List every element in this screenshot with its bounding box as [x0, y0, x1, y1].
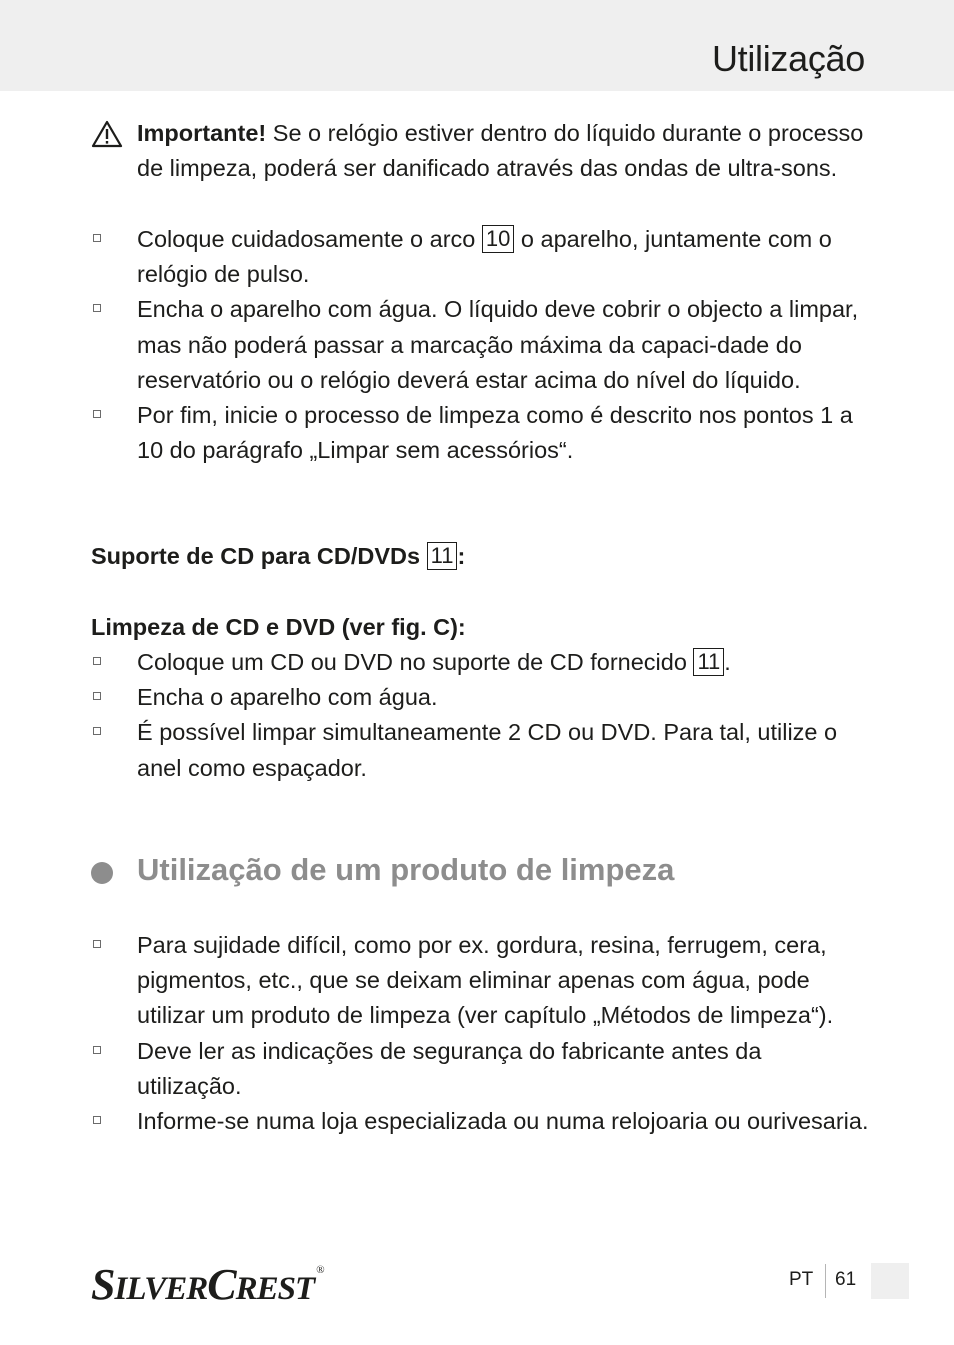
list-item: [91, 1034, 871, 1104]
list-item: [91, 398, 871, 468]
checkbox-bullet-icon: [93, 234, 101, 242]
cd-holder-heading: [91, 539, 871, 574]
warning-block: [91, 116, 871, 186]
list-item-text: .: [724, 649, 731, 675]
brand-logo: [91, 1259, 324, 1310]
warning-text: Se o relógio estiver dentro do líquido durante o processo de limpeza, poderá ser danificado através das ondas de ultra-sons.: [137, 120, 864, 182]
list-item: [91, 645, 871, 680]
list-item: [91, 715, 871, 785]
page-title: Utilização: [711, 38, 865, 79]
cd-holder-title-text: Suporte de CD para CD/DVDs: [91, 543, 427, 569]
trademark-symbol: ®: [316, 1264, 324, 1276]
list-item-text: Para sujidade difícil, como por ex. gordura, resina, ferrugem, cera, pigmentos, etc., que se deixam eliminar apenas com água, pode utilizar um produto de limpeza (ver capítulo „Métodos de limpeza“).: [137, 932, 834, 1029]
warning-triangle-icon: [91, 120, 123, 148]
list-item-text: Deve ler as indicações de segurança do fabricante antes da utilização.: [137, 1037, 762, 1099]
checkbox-bullet-icon: [93, 1046, 101, 1054]
steps-list: [91, 222, 871, 468]
list-item-text: É possível limpar simultaneamente 2 CD ou DVD. Para tal, utilize o anel como espaçador.: [137, 719, 838, 781]
list-item: [91, 222, 871, 292]
cd-holder-title: [91, 539, 871, 574]
list-item-text: Coloque cuidadosamente o arco: [137, 226, 482, 252]
cd-cleaning-section: [91, 610, 871, 786]
list-item: [91, 680, 871, 715]
checkbox-bullet-icon: [93, 410, 101, 418]
list-item: [91, 1104, 871, 1139]
list-item-text: Encha o aparelho com água.: [137, 684, 438, 711]
warning-label: Importante!: [137, 120, 267, 146]
cd-cleaning-title: Limpeza de CD e DVD (ver fig. C):: [91, 614, 466, 640]
footer-tab-box: [871, 1263, 909, 1299]
list-item-text: Coloque um CD ou DVD no suporte de CD fornecido: [137, 649, 694, 675]
checkbox-bullet-icon: [93, 304, 101, 312]
checkbox-bullet-icon: [93, 657, 101, 665]
cleaning-product-list: [91, 928, 871, 1139]
logo-letters: ILVER: [114, 1271, 208, 1307]
reference-number: 11: [427, 542, 458, 570]
list-item: [91, 292, 871, 398]
language-code: PT: [789, 1269, 814, 1290]
page-number: 61: [835, 1269, 857, 1290]
logo-letters: REST: [235, 1271, 315, 1307]
logo-letter: C: [207, 1260, 236, 1309]
reference-number: 11: [693, 648, 724, 676]
list-item-text: Encha o aparelho com água. O líquido deve cobrir o objecto a limpar, mas não poderá passar a marcação máxima da capaci-dade do reservatório ou o relógio deverá estar acima do nível do líquido.: [137, 296, 859, 393]
checkbox-bullet-icon: [93, 1116, 101, 1124]
logo-letter: S: [91, 1260, 115, 1309]
list-item-text: Por fim, inicie o processo de limpeza como é descrito nos pontos 1 a 10 do parágrafo „Limpar sem acessórios“.: [137, 402, 853, 464]
cd-holder-suffix: :: [457, 543, 466, 569]
warning-paragraph: [91, 116, 871, 186]
list-item-text: o aparelho, juntamente com o relógio de pulso.: [137, 226, 832, 288]
reference-number: 10: [482, 225, 514, 253]
list-item: [91, 928, 871, 1034]
footer-divider: [825, 1264, 826, 1298]
checkbox-bullet-icon: [93, 940, 101, 948]
checkbox-bullet-icon: [93, 692, 101, 700]
list-item-text: Informe-se numa loja especializada ou numa relojoaria ou ourivesaria.: [137, 1108, 869, 1135]
bullet-dot-icon: [91, 862, 113, 884]
checkbox-bullet-icon: [93, 727, 101, 735]
section-heading-text: Utilização de um produto de limpeza: [137, 852, 675, 887]
